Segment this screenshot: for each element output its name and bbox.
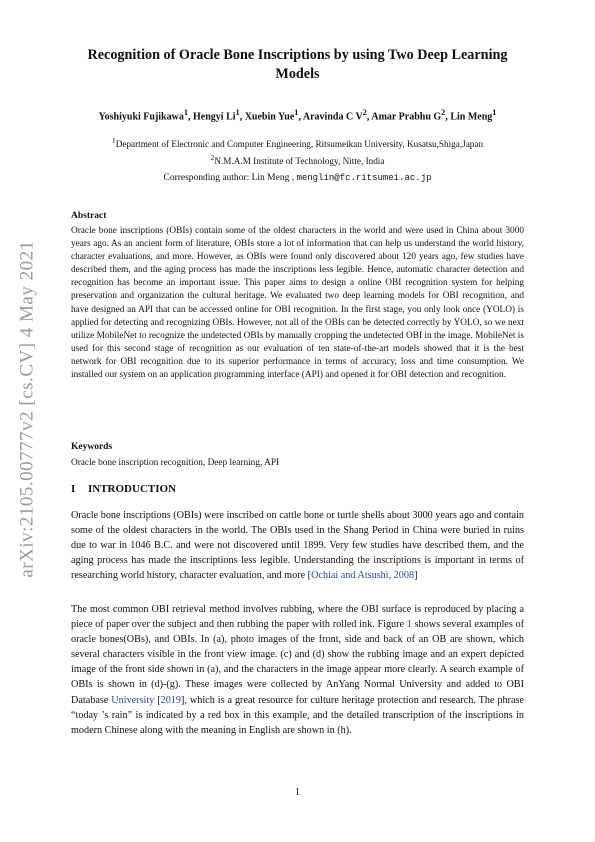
intro-paragraph-1-text: Oracle bone inscriptions (OBIs) were inscribed on cattle bone or turtle shells about 3000 years ago and contain some of the oldest characters in the world. The OBIs used in the Shang Period in China were buried in ruins due to war in 1046 B.C. and were not discovered until 1899. Very few studies have described them, and the aging process has made the inscriptions less legible. Understanding the inscriptions is important in terms of researching world history, character evaluation, and more [ xyxy=(71,510,524,582)
affiliation-2-mark: 2 xyxy=(210,153,215,163)
intro-paragraph-2-text-b: shows several examples of oracle bones(OBs), and OBIs. In (a), photo images of the front, side and back of an OB are shown, which several characters visible in the front view image. (c) and (d) show the rubbing image and an expert depicted image of the front side shown in (a), and the characters in the image appear more clearly. A search example of OBIs is shown in (d)-(g). These images were collected by AnYang Normal University and added to OBI Database xyxy=(71,619,524,706)
affiliation-2 xyxy=(70,151,525,168)
intro-paragraph-2-text-d: ], which is a great resource for culture heritage protection and research. The phrase “today ’s rain” is indicated by a red box in this example, and the detailed transcription of the inscriptions in modern Chinese along with the meaning in English are shown in (h). xyxy=(71,694,524,736)
section-title: INTRODUCTION xyxy=(88,483,177,495)
affiliation-2-text: N.M.A.M Institute of Technology, Nitte, India xyxy=(214,156,385,167)
citation-close: ] xyxy=(414,570,418,582)
paper-title: Recognition of Oracle Bone Inscriptions by using Two Deep Learning Models xyxy=(87,47,508,82)
figure-reference-link[interactable]: 1 xyxy=(406,619,412,631)
author-affiliation-mark: 1 xyxy=(492,108,497,117)
author-name: Hengyi Li xyxy=(193,111,236,123)
author-name: Aravinda C V xyxy=(302,111,363,123)
citation-link[interactable]: Ochiai and Atsushi, 2008 xyxy=(311,570,415,582)
affiliation-1-mark: 1 xyxy=(111,136,116,145)
author-affiliation-mark: 2 xyxy=(362,108,367,117)
author-affiliation-mark: 2 xyxy=(441,108,446,117)
author-list: Yoshiyuki Fujikawa$^1$, Hengyi Li$^1$, Xuebin Yue$^1$, Aravinda C $V^2$, Amar Prabhu $G^2$, Lin Meng$^1$ xyxy=(98,108,497,123)
intro-paragraph-1 xyxy=(71,508,524,583)
keywords-heading: Keywords xyxy=(71,442,113,452)
corresponding-author xyxy=(70,173,525,183)
abstract-text: Oracle bone inscriptions (OBIs) contain some of the oldest characters in the world and were used in China about 3000 years ago. As an ancient form of literature, OBIs store a lot of information that can help us understand the world history, character evaluations, and more. However, as OBIs were found only discovered about 120 years ago, few studies have described them, and the aging process has made the inscriptions less legible. Hence, automatic character detection and recognition has become an important issue. This paper aims to design a online OBI recognition system for helping preservation and organization the cultural heritage. We evaluated two deep learning models for OBI recognition, and have designed an API that can be accessed online for OBI recognition. In the first stage, you only look once (YOLO) is applied for detecting and recognizing OBIs. However, not all of the OBIs can be detected correctly by YOLO, so we next utilize MobileNet to recognize the undetected OBIs by manually cropping the undetected OBI in the image. MobileNet is used for this second stage of recognition as our evaluation of ten state-of-the-art models showed that it is the best network for OBI recognition due to its superior performance in terms of accuracy, loss and time consumption. We installed our system on an application programming interface (API) and opened it for OBI detection and recognition. xyxy=(71,226,524,381)
corresponding-label: Corresponding author: Lin Meng , xyxy=(163,173,295,183)
author-name: Lin Meng xyxy=(450,111,493,123)
affiliation-1-text: Department of Electronic and Computer Engineering, Ritsumeikan University, Kusatsu,Shiga,Japan xyxy=(115,139,484,150)
author-affiliation-mark: 1 xyxy=(183,108,189,117)
intro-paragraph-2 xyxy=(71,602,524,738)
author-name: Amar Prabhu G xyxy=(371,111,442,123)
affiliations xyxy=(70,134,525,168)
affiliation-1 xyxy=(70,134,525,151)
author-name: Yoshiyuki Fujikawa xyxy=(98,111,184,123)
author-affiliation-mark: 1 xyxy=(294,108,299,117)
arxiv-identifier-text: arXiv:2105.00777v2 [cs.CV] 4 May 2021 xyxy=(17,240,38,578)
keywords-text: Oracle bone inscription recognition, Deep learning, API xyxy=(71,458,280,468)
section-number: I xyxy=(71,483,76,495)
intro-paragraph-2-text-a: The most common OBI retrieval method involves rubbing, where the OBI surface is reproduced by placing a piece of paper over the subject and then rubbing the paper with rolled ink. Figure xyxy=(71,604,524,631)
citation-year-link[interactable]: 2019 xyxy=(160,694,182,706)
corresponding-email-link[interactable]: menglin@fc.ritsumei.ac.jp xyxy=(296,173,432,183)
page-number: 1 xyxy=(295,787,300,798)
section-heading-introduction xyxy=(71,483,176,495)
author-name: Xuebin Yue xyxy=(244,111,295,123)
citation-bracket-open: [ xyxy=(154,694,161,706)
citation-link[interactable]: University xyxy=(111,694,155,706)
arxiv-identifier xyxy=(8,222,48,596)
abstract-heading: Abstract xyxy=(71,211,107,221)
author-affiliation-mark: 1 xyxy=(235,108,240,117)
